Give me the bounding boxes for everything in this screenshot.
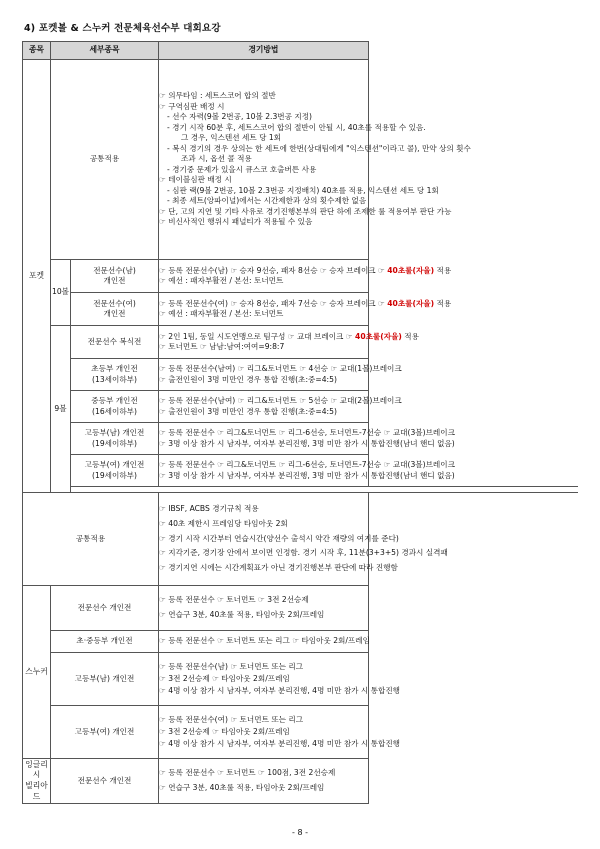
pocket-10ball-men-row (23, 260, 579, 293)
rule-text: 적용 (401, 331, 419, 341)
rule-line: ☞ 비신사적인 행위시 패널티가 적용될 수 있음 (159, 217, 313, 227)
rule-line: - 최종 세트(앙파이널)에서는 시간제한과 상의 횟수제한 없음 (167, 196, 367, 206)
rule-line: - 심판 랙(9볼 2번공, 10볼 2.3번공 지정배치) 40초를 적용, 익스텐션 세트 당 1회 (167, 185, 439, 195)
pocket-common-lines (159, 91, 471, 227)
event-name-line: 전문선수(남) (93, 265, 136, 275)
event-name-line: (19세이하부) (92, 470, 137, 480)
event-snooker-high-men: 고등부(남) 개인전 (51, 653, 159, 706)
event-9ball-high-women (71, 455, 159, 487)
rules-english-pro (159, 759, 369, 804)
header-event: 세부종목 (51, 42, 159, 60)
rules-10ball-men (159, 260, 452, 293)
rule-line: - 선수 자력(9볼 2번공, 10볼 2.3번공 지정) (167, 112, 313, 122)
rule-line: ☞ 등록 전문선수 ☞ 토너먼트 또는 리그 ☞ 타임아웃 2회/프레임 (159, 636, 370, 646)
event-10ball-men (71, 260, 159, 293)
rule-line: ☞ 연습구 3분, 40초룰 적용, 타임아웃 2회/프레임 (159, 783, 325, 792)
red-40s-rule: 40초룰(자율) (355, 331, 402, 341)
rule-line: - 경기 시작 60분 후, 세트스코어 합의 절반이 안될 시, 40초를 적용할 수 있음. (167, 122, 426, 132)
rule-line: ☞ 출전인원이 3명 미만인 경우 통합 진행(초:중=4:5) (159, 374, 337, 384)
event-9ball-middle (71, 391, 159, 423)
rule-line: ☞ 3전 2선승제 ☞ 타임아웃 2회/프레임 (159, 726, 290, 736)
pocket-9ball-doubles-row (23, 326, 579, 359)
rule-line: ☞ 토너먼트 ☞ 남남:남여:여여=9:8:7 (159, 342, 285, 351)
snooker-common-label: 공통적용 (23, 493, 159, 586)
rules-snooker-high-women (159, 706, 401, 759)
event-9ball-doubles (71, 326, 159, 359)
sport-english-billiards (23, 759, 51, 804)
event-snooker-pro: 전문선수 개인전 (51, 586, 159, 631)
sport-pocket: 포켓 (23, 60, 51, 493)
pocket-10ball-women-row (23, 293, 579, 326)
division-9ball: 9볼 (51, 326, 71, 493)
snooker-common-row (23, 493, 579, 586)
rule-line: ☞ 단, 고의 지연 및 기타 사유로 경기진행본부의 판단 하에 조제한 룰 적용여부 판단 가능 (159, 206, 452, 216)
event-name-line: 중등부 개인전 (91, 396, 138, 406)
rule-line: ☞ 등록 전문선수 ☞ 리그&토너먼트 ☞ 리그-6선승, 토너먼트-7선승 ☞ 교대(3볼)브레이크 (159, 460, 455, 470)
event-name-line: 초등부 개인전 (91, 364, 138, 374)
red-40s-rule: 40초룰(자율) (387, 298, 435, 308)
red-40s-rule: 40초룰(자율) (387, 265, 435, 275)
rule-text: 적용 (434, 298, 452, 308)
rule-line: ☞ 등록 전문선수 ☞ 리그&토너먼트 ☞ 리그-6선승, 토너먼트-7선승 ☞ 교대(3볼)브레이크 (159, 428, 455, 438)
rule-line: ☞ 예선 : 패자부활전 / 본선: 토너먼트 (159, 309, 284, 318)
pocket-common-row (23, 60, 579, 260)
rule-line (159, 265, 452, 276)
rule-line: ☞ IBSF, ACBS 경기규칙 적용 (159, 504, 259, 513)
rule-line: ☞ 3전 2선승제 ☞ 타임아웃 2회/프레임 (159, 673, 290, 683)
event-english-pro: 전문선수 개인전 (51, 759, 159, 804)
section-title: 4) 포켓볼 & 스누커 전문체육선수부 대회요강 (24, 23, 221, 34)
header-row (23, 42, 579, 60)
division-10ball: 10볼 (51, 260, 71, 326)
event-9ball-elementary (71, 359, 159, 391)
rules-9ball-high-men (159, 423, 455, 455)
snooker-common-rules (159, 493, 448, 586)
rule-line: ☞ 3명 이상 참가 시 남자부, 여자부 분리진행, 3명 미만 참가 시 통합진행(남녀 핸디 없음) (159, 470, 455, 480)
rule-line: ☞ 4명 이상 참가 시 남자부, 여자부 분리진행, 4명 미만 참가 시 통합진행 (159, 739, 401, 749)
event-name-line: 고등부(남) 개인전 (84, 428, 145, 438)
sport-name-line: 빌리아드 (25, 781, 48, 801)
rule-line: ☞ 경기 시작 시간부터 연습시간(양선수 출석시 약간 재량의 여지를 준다) (159, 533, 399, 543)
pocket-common-rules (159, 60, 471, 260)
rule-line: ☞ 예선 : 패자부활전 / 본선: 토너먼트 (159, 276, 284, 285)
rule-line: ☞ 연습구 3분, 40초룰 적용, 타임아웃 2회/프레임 (159, 610, 325, 619)
rule-line: - 복식 경기의 경우 상의는 한 세트에 한번(상대팀에게 "익스텐션"이라고 콜), 만약 상의 횟수 (167, 143, 471, 153)
pocket-common-label: 공통적용 (51, 60, 159, 260)
rule-line: ☞ 구역심판 배정 시 (159, 101, 225, 111)
event-name-line: (16세이하부) (92, 406, 137, 416)
rules-snooker-pro (159, 586, 369, 631)
rule-line: ☞ 의무타임 : 세트스코어 합의 절반 (159, 91, 276, 101)
page-number: - 8 - (292, 828, 308, 837)
rule-line: 그 경우, 익스텐션 세트 당 1회 (181, 133, 282, 143)
event-name-line: (19세이하부) (92, 438, 137, 448)
rules-snooker-high-men (159, 653, 401, 706)
rule-line: ☞ 등록 전문선수(여) ☞ 토너먼트 또는 리그 (159, 714, 304, 724)
event-name-line: 개인전 (103, 276, 126, 285)
rule-line: ☞ 40초 제한시 프레임당 타임아웃 2회 (159, 518, 288, 528)
event-name-line: 전문선수(여) (93, 298, 136, 308)
event-9ball-high-men (71, 423, 159, 455)
rule-line: ☞ 등록 전문선수(남여) ☞ 리그&토너먼트 ☞ 4선승 ☞ 교대(1볼)브레이크 (159, 364, 402, 374)
english-pro-row (23, 759, 579, 804)
rule-line: - 경기중 문제가 있을시 큐스코 호출버튼 사용 (167, 164, 317, 174)
rule-line: ☞ 등록 전문선수 ☞ 토너먼트 ☞ 100점, 3전 2선승제 (159, 768, 336, 778)
snooker-elem-mid-row (23, 631, 579, 653)
rule-line: ☞ 경기지연 시에는 시간계획표가 아닌 경기진행본부 판단에 따라 진행함 (159, 563, 398, 573)
snooker-pro-row (23, 586, 579, 631)
pocket-9ball-high-women-row (23, 455, 579, 487)
rule-line: ☞ 등록 전문선수 ☞ 토너먼트 ☞ 3전 2선승제 (159, 595, 309, 605)
rule-line (159, 298, 452, 309)
rule-text: 적용 (434, 265, 452, 275)
rule-line: ☞ 지각기준, 경기장 안에서 보이면 인정함. 경기 시작 후, 11분(3+3+5) 경과시 실격패 (159, 548, 448, 558)
rule-text: ☞ 2인 1팀, 동일 시도연맹으로 팀구성 ☞ 교대 브레이크 ☞ (159, 331, 356, 341)
sport-name-line: 잉글리시 (25, 759, 48, 780)
event-name-line: 고등부(여) 개인전 (84, 460, 145, 470)
rule-line: ☞ 3명 이상 참가 시 남자부, 여자부 분리진행, 3명 미만 참가 시 통합진행(남녀 핸디 없음) (159, 438, 455, 448)
rule-line: ☞ 출전인원이 3명 미만인 경우 통합 진행(초:중=4:5) (159, 406, 337, 416)
rules-9ball-middle (159, 391, 402, 423)
snooker-common-lines (159, 502, 448, 576)
rule-line: ☞ 등록 전문선수(남) ☞ 토너먼트 또는 리그 (159, 661, 304, 671)
rule-line (159, 331, 419, 342)
pocket-9ball-middle-row (23, 391, 579, 423)
snooker-high-women-row (23, 706, 579, 759)
event-name-line: (13세이하부) (92, 374, 137, 384)
event-name-line: 전문선수 복식전 (87, 336, 142, 346)
rule-line: ☞ 테이블심판 배정 시 (159, 175, 232, 185)
pocket-9ball-high-men-row (23, 423, 579, 455)
rules-9ball-elementary (159, 359, 402, 391)
event-name-line: 개인전 (103, 309, 126, 318)
event-10ball-women (71, 293, 159, 326)
rules-snooker-elem-mid (159, 631, 369, 653)
pocket-9ball-elementary-row (23, 359, 579, 391)
sport-snooker: 스누커 (23, 586, 51, 759)
rules-9ball-high-women (159, 455, 455, 487)
rule-text: ☞ 등록 전문선수(여) ☞ 승자 8선승, 패자 7선승 ☞ 승자 브레이크 ☞ (159, 298, 388, 308)
header-method: 경기방법 (159, 42, 369, 60)
competition-rules-table (22, 41, 578, 804)
snooker-high-men-row (23, 653, 579, 706)
rule-text: ☞ 등록 전문선수(남) ☞ 승자 9선승, 패자 8선승 ☞ 승자 브레이크 ☞ (159, 265, 388, 275)
event-snooker-high-women: 고등부(여) 개인전 (51, 706, 159, 759)
rules-10ball-women (159, 293, 452, 326)
header-sport: 종목 (23, 42, 51, 60)
rule-line: ☞ 등록 전문선수(남여) ☞ 리그&토너먼트 ☞ 5선승 ☞ 교대(2볼)브레이크 (159, 396, 402, 406)
event-snooker-elem-mid: 초·중등부 개인전 (51, 631, 159, 653)
rule-line: ☞ 4명 이상 참가 시 남자부, 여자부 분리진행, 4명 미만 참가 시 통합진행 (159, 686, 401, 696)
rule-line: 조과 시, 옵션 콜 적용 (181, 154, 252, 164)
rules-9ball-doubles (159, 326, 419, 359)
